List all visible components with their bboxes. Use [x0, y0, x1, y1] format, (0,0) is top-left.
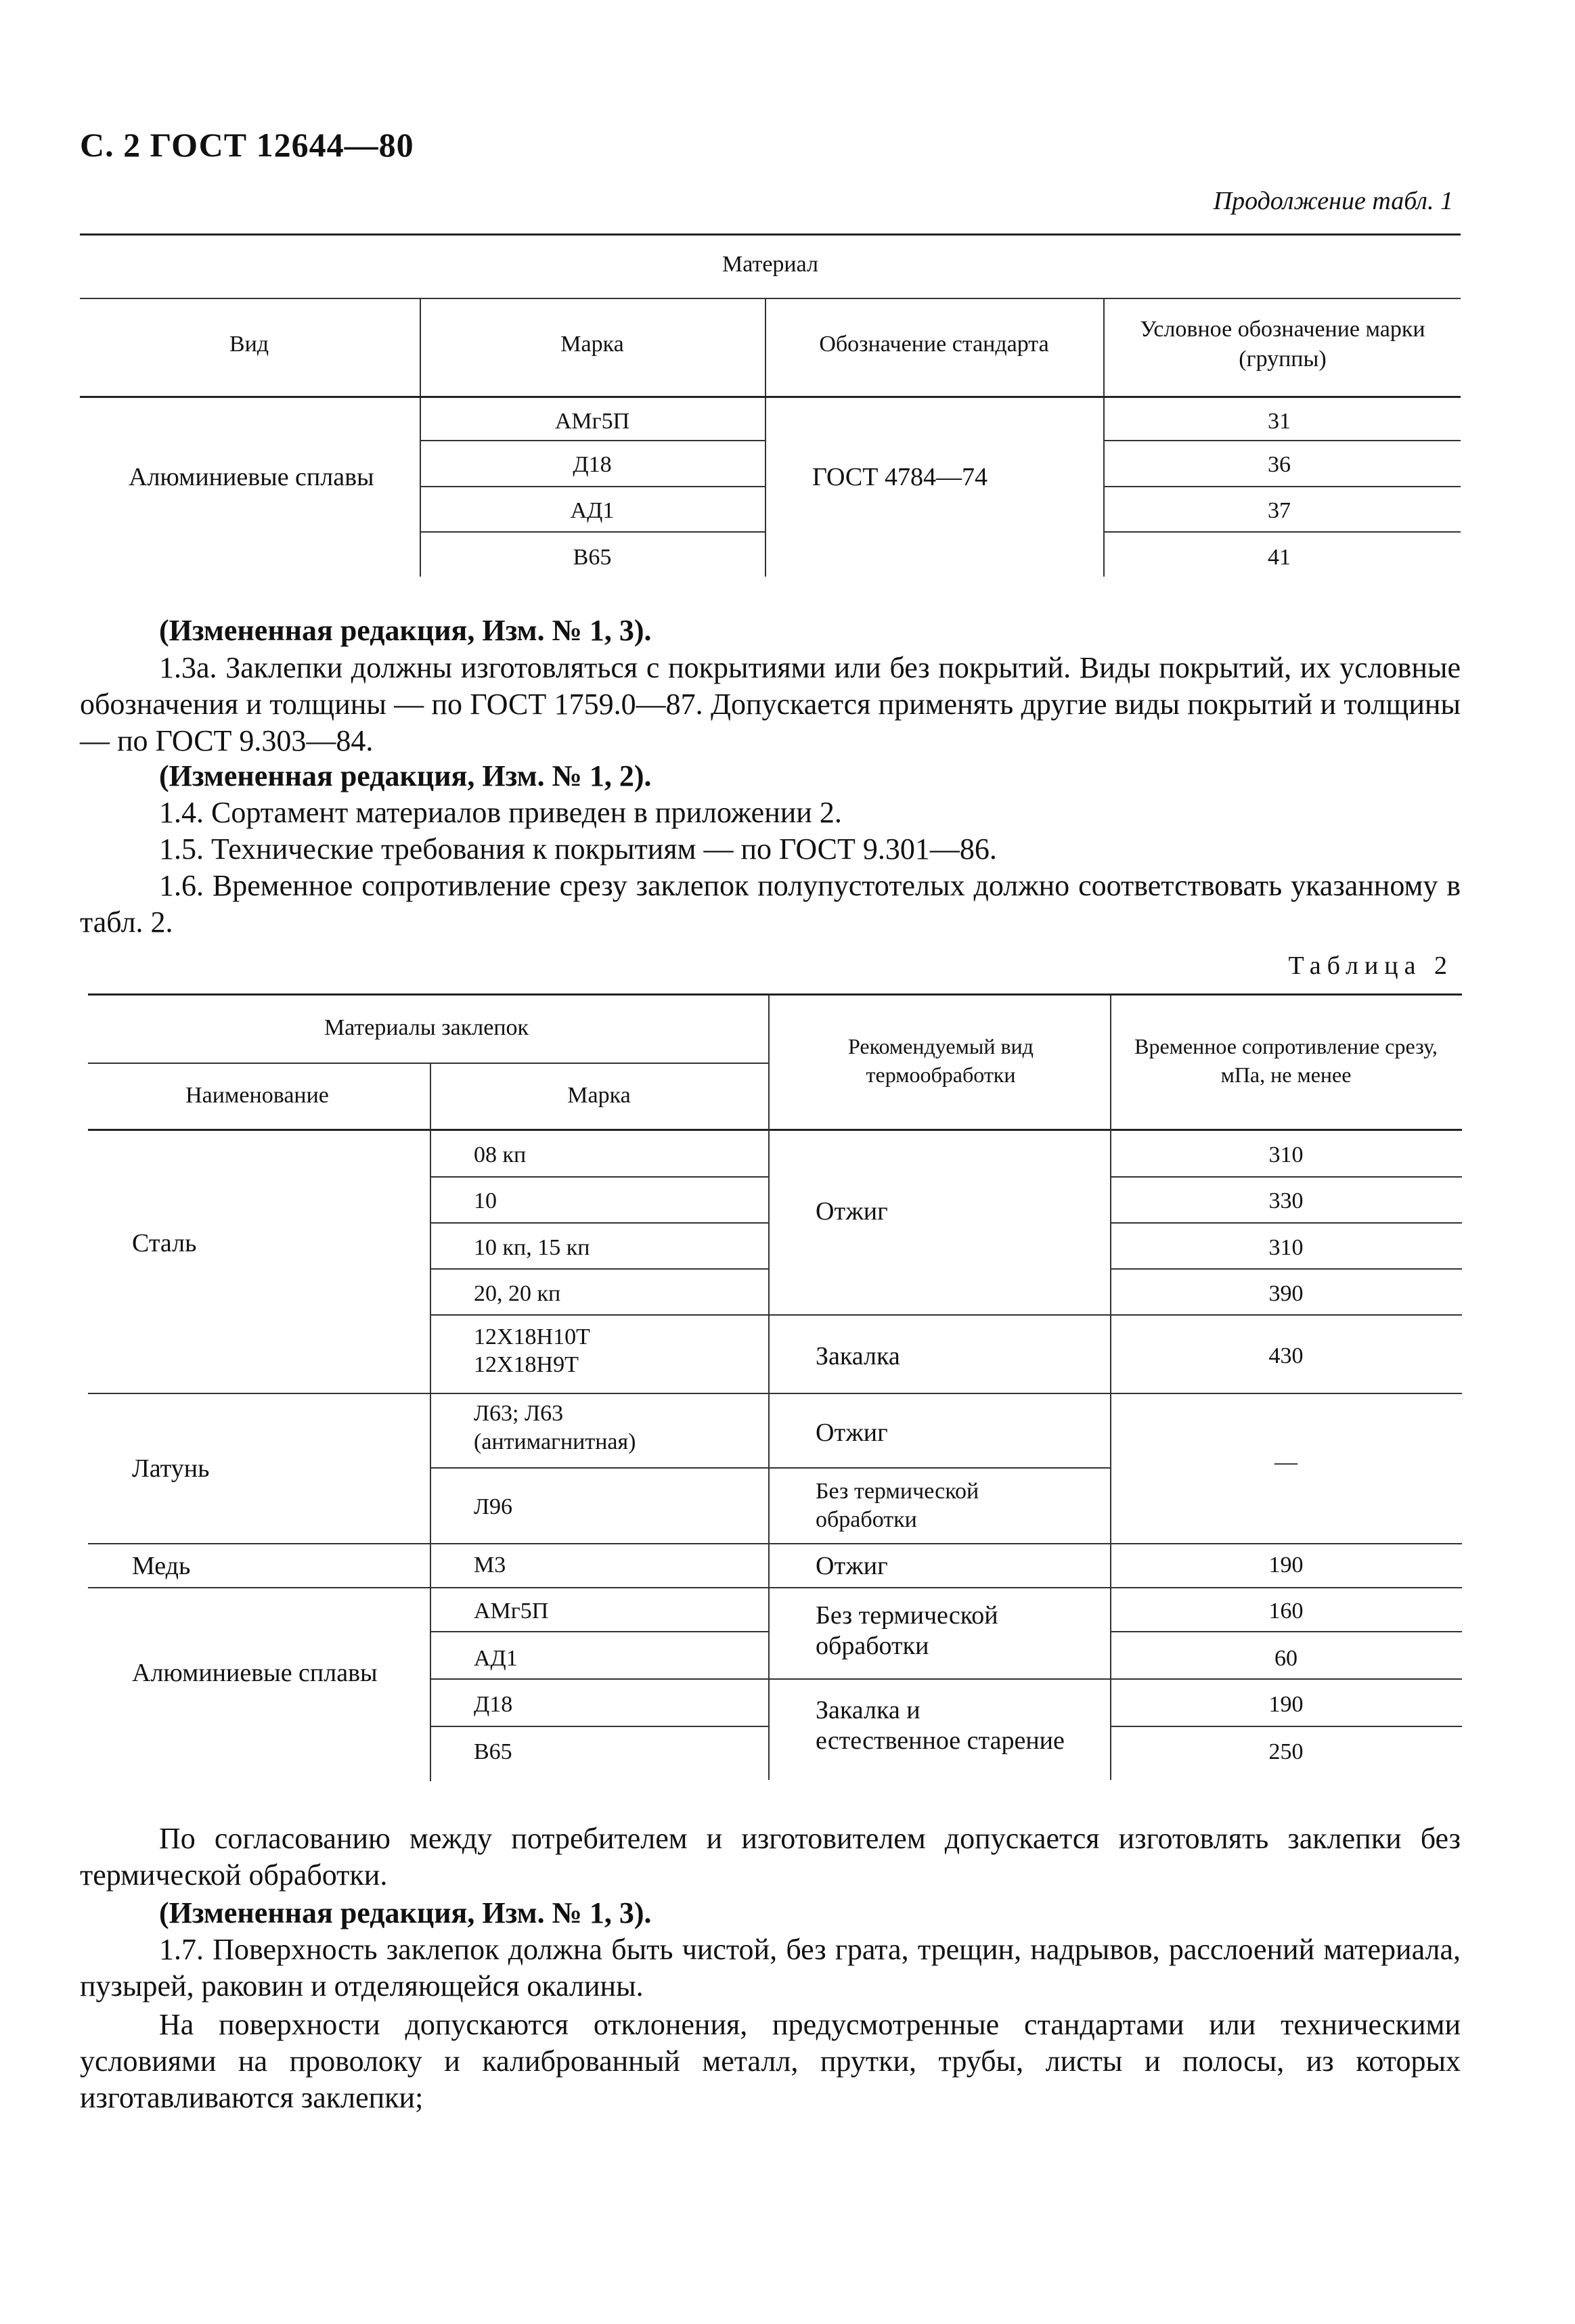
divider	[1103, 486, 1461, 487]
column-header-marka: Марка	[567, 1083, 631, 1108]
table-2-marka-cell: (антимагнитная)	[474, 1429, 636, 1454]
group-name-brass: Латунь	[132, 1454, 210, 1483]
paragraph-surface: На поверхности допускаются отклонения, предусмотренные стандартами или техническими условиями на проволоку и калиброванный металл, прутки, трубы, листы и полосы, из которых изготавливаются заклепки;	[80, 2008, 1461, 2114]
table-2-marka-cell: 08 кп	[474, 1142, 527, 1167]
column-header-treatment: Рекомендуемый вид термообработки	[848, 1034, 1034, 1087]
table-2-marka-cell: 10	[474, 1188, 497, 1213]
divider	[1103, 440, 1461, 441]
table-continuation-note: Продолжение табл. 1	[1213, 187, 1453, 215]
table-2-strength-cell: 160	[1268, 1599, 1304, 1624]
divider	[430, 1064, 431, 1781]
table-1-vid-cell: Алюминиевые сплавы	[129, 463, 374, 491]
table-2-strength-cell: 390	[1268, 1281, 1304, 1306]
divider	[430, 1176, 768, 1178]
table-1-marka-cell: Д18	[573, 452, 612, 477]
column-header-name: Наименование	[185, 1083, 329, 1108]
paragraph-1-5: 1.5. Технические требования к покрытиям — по ГОСТ 9.301—86.	[159, 832, 997, 866]
divider	[430, 1222, 768, 1224]
column-header-code: Условное обозначение марки (группы)	[1140, 317, 1425, 372]
table-1-code-cell: 31	[1268, 409, 1291, 434]
table-2-marka-cell: 10 кп, 15 кп	[474, 1235, 590, 1260]
table-2-marka-cell: 12Х18Н9Т	[474, 1352, 579, 1377]
table-1-code-cell: 37	[1268, 498, 1291, 523]
table-2-top-rule	[88, 993, 1462, 996]
divider	[88, 1393, 1462, 1394]
table-2-marka-cell: В65	[474, 1739, 512, 1764]
table-2-header-rule	[88, 1129, 1462, 1131]
table-2-strength-cell: 310	[1268, 1235, 1304, 1260]
table-2-strength-cell: 190	[1268, 1692, 1304, 1717]
table-2-marka-cell: Д18	[474, 1692, 513, 1717]
paragraph-1-4: 1.4. Сортамент материалов приведен в приложении 2.	[159, 796, 842, 829]
table-2-strength-cell: 430	[1268, 1343, 1304, 1368]
group-name-aluminium: Алюминиевые сплавы	[132, 1659, 378, 1687]
table-2-strength-cell: 250	[1268, 1739, 1304, 1764]
divider	[88, 1543, 1462, 1544]
table-2-treatment-cell: Без термической	[816, 1479, 979, 1504]
divider	[420, 440, 765, 441]
table-2-strength-cell: 310	[1268, 1142, 1304, 1167]
table-1-marka-cell: АД1	[570, 498, 615, 523]
table-2-strength-cell: —	[1274, 1450, 1297, 1475]
table-2-treatment-cell: Закалка	[816, 1342, 900, 1370]
table-2-treatment-cell: Отжиг	[816, 1552, 888, 1580]
table-2-treatment-cell: естественное старение	[816, 1726, 1065, 1755]
divider	[430, 1726, 768, 1727]
page-title: С. 2 ГОСТ 12644—80	[80, 126, 414, 164]
table-1-top-rule	[80, 233, 1461, 236]
divider	[80, 298, 1461, 299]
table-2-treatment-cell: Отжиг	[816, 1197, 888, 1226]
column-header-strength: Временное сопротивление срезу, мПа, не менее	[1134, 1034, 1438, 1087]
table-2-marka-cell: АД1	[474, 1646, 518, 1671]
table-1-marka-cell: В65	[573, 545, 612, 570]
divider	[1110, 1631, 1462, 1632]
group-name-copper: Медь	[132, 1552, 191, 1580]
divider	[420, 486, 765, 487]
table-2-strength-cell: 60	[1274, 1646, 1297, 1671]
table-1-code-cell: 36	[1268, 452, 1291, 477]
paragraph-1-3a: 1.3а. Заклепки должны изготовляться с покрытиями или без покрытий. Виды покрытий, их условные обозначения и толщины — по ГОСТ 1759.0—87. Допускается применять другие виды покрытий и толщины — по ГОСТ 9.303—84.	[80, 651, 1461, 757]
table-2-treatment-cell: Без термической	[816, 1601, 998, 1630]
table-1-group-header: Материал	[722, 252, 818, 277]
table-2-marka-cell: АМг5П	[474, 1599, 549, 1624]
table-2-strength-cell: 190	[1268, 1552, 1304, 1578]
table-2-treatment-cell: обработки	[816, 1507, 917, 1532]
table-2-treatment-cell: Закалка и	[816, 1696, 920, 1724]
edit-note: (Измененная редакция, Изм. № 1, 3).	[159, 614, 652, 647]
table-2-marka-cell: Л63; Л63	[474, 1401, 564, 1426]
table-2-marka-cell: 20, 20 кп	[474, 1281, 561, 1306]
table-2-marka-cell: Л96	[474, 1494, 513, 1519]
table-2-treatment-cell: Отжиг	[816, 1418, 888, 1447]
table-2-marka-cell: 12Х18Н10Т	[474, 1324, 590, 1349]
table-1-header-rule	[80, 396, 1461, 398]
table-2-group-header: Материалы заклепок	[324, 1015, 529, 1040]
divider	[768, 995, 770, 1780]
table-2-title: Таблица 2	[1288, 952, 1453, 980]
table-2-strength-cell: 330	[1268, 1188, 1304, 1213]
table-2-marka-cell: М3	[474, 1552, 506, 1578]
divider	[430, 1467, 1110, 1469]
paragraph-1-6: 1.6. Временное сопротивление срезу заклепок полупустотелых должно соответствовать указанному в табл. 2.	[80, 869, 1461, 939]
column-header-standard: Обозначение стандарта	[819, 332, 1049, 357]
divider	[430, 1631, 768, 1632]
column-header-marka: Марка	[560, 332, 624, 357]
divider	[430, 1678, 1462, 1680]
table-1-marka-cell: АМг5П	[554, 409, 630, 434]
divider	[420, 531, 765, 533]
paragraph-1-7: 1.7. Поверхность заклепок должна быть чистой, без грата, трещин, надрывов, расслоений материала, пузырей, раковин и отделяющейся окалины.	[80, 1933, 1461, 2003]
divider	[88, 1063, 768, 1064]
edit-note: (Измененная редакция, Изм. № 1, 2).	[159, 759, 652, 792]
table-1-standard-cell: ГОСТ 4784—74	[812, 463, 988, 491]
divider	[1110, 1268, 1462, 1270]
column-header-vid: Вид	[229, 332, 269, 357]
divider	[430, 1314, 1462, 1316]
paragraph-agreement: По согласованию между потребителем и изготовителем допускается изготовлять заклепки без термической обработки.	[80, 1822, 1461, 1892]
edit-note: (Измененная редакция, Изм. № 1, 3).	[159, 1896, 652, 1929]
divider	[1110, 1176, 1462, 1178]
table-2-treatment-cell: обработки	[816, 1632, 929, 1660]
divider	[88, 1587, 1462, 1588]
divider	[1103, 531, 1461, 533]
group-name-steel: Сталь	[132, 1229, 197, 1257]
table-1-code-cell: 41	[1268, 545, 1291, 570]
divider	[430, 1268, 768, 1270]
divider	[1103, 299, 1105, 577]
divider	[1110, 1726, 1462, 1727]
divider	[1110, 1222, 1462, 1224]
